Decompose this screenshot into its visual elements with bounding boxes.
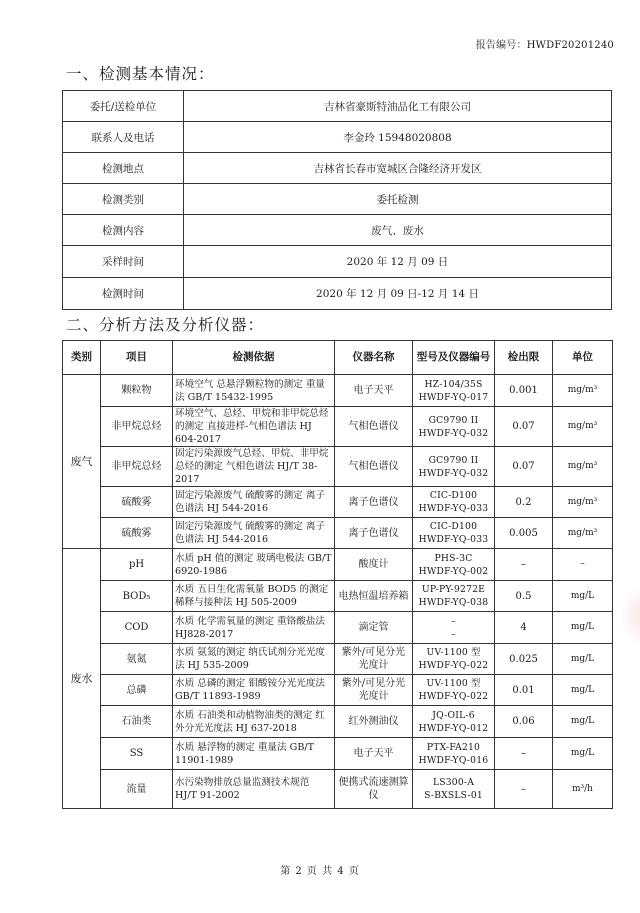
report-number-value: HWDF20201240 xyxy=(526,40,614,51)
model-cell xyxy=(413,706,495,738)
item-cell: 氨氮 xyxy=(101,644,173,675)
item-cell: 总磷 xyxy=(101,675,173,706)
unit-cell: mg/L xyxy=(553,581,613,612)
report-number xyxy=(476,36,614,51)
basis-cell: 固定污染源废气 硫酸雾的测定 离子色谱法 HJ 544-2016 xyxy=(173,518,335,549)
model-name: CIC-D100 xyxy=(429,521,478,532)
basis-cell: 水质 五日生化需氧量 BOD5 的测定 稀释与接种法 HJ 505-2009 xyxy=(173,581,335,612)
unit-cell: mg/m³ xyxy=(553,447,613,487)
instrument-id: HWDF-YQ-038 xyxy=(418,597,489,608)
col-header-limit: 检出限 xyxy=(495,341,553,375)
instrument-id: HWDF-YQ-016 xyxy=(418,754,489,766)
basis-cell: 环境空气、总烃、甲烷和非甲烷总烃的测定 直接进样-气相色谱法 HJ 604-2017 xyxy=(173,407,335,447)
basis-cell: 水质 氨氮的测定 纳氏试剂分光光度法 HJ 535-2009 xyxy=(173,644,335,675)
limit-cell: 0.001 xyxy=(495,375,553,407)
table-row xyxy=(63,246,612,278)
methods-table xyxy=(62,340,613,809)
instrument-id: HWDF-YQ-022 xyxy=(418,691,489,702)
instrument-id: – xyxy=(451,628,456,640)
item-cell: 非甲烷总烃 xyxy=(101,407,173,447)
instrument-cell: 气相色谱仪 xyxy=(335,447,413,487)
instrument-cell: 气相色谱仪 xyxy=(335,407,413,447)
instrument-cell: 红外测油仪 xyxy=(335,706,413,738)
model-name: LS300-A xyxy=(432,777,475,788)
unit-cell: m³/h xyxy=(553,770,613,809)
table-row xyxy=(63,770,613,809)
unit-cell: mg/m³ xyxy=(553,518,613,549)
info-value: 委托检测 xyxy=(184,184,612,215)
instrument-cell: 紫外/可见分光光度计 xyxy=(335,675,413,706)
limit-cell: – xyxy=(495,738,553,770)
col-header-item: 项目 xyxy=(101,341,173,375)
unit-cell: mg/L xyxy=(553,612,613,644)
table-row xyxy=(63,487,613,518)
info-value: 2020 年 12 月 09 日 xyxy=(184,246,612,278)
col-header-model: 型号及仪器编号 xyxy=(413,341,495,375)
instrument-id: HWDF-YQ-012 xyxy=(418,722,489,734)
instrument-cell: 酸度计 xyxy=(335,549,413,581)
category-gas: 废气 xyxy=(63,375,101,549)
basic-info-table xyxy=(62,90,612,310)
table-row xyxy=(63,549,613,581)
instrument-id: HWDF-YQ-022 xyxy=(418,660,489,671)
model-name: HZ-104/35S xyxy=(424,378,483,390)
basis-cell: 水质 pH 值的测定 玻璃电极法 GB/T 6920-1986 xyxy=(173,549,335,581)
info-value: 吉林省长春市宽城区合隆经济开发区 xyxy=(184,153,612,184)
basis-cell: 固定污染源废气 硫酸雾的测定 离子色谱法 HJ 544-2016 xyxy=(173,487,335,518)
model-cell xyxy=(413,644,495,675)
item-cell: BOD₅ xyxy=(101,581,173,612)
model-cell xyxy=(413,738,495,770)
item-cell: 硫酸雾 xyxy=(101,518,173,549)
instrument-id: HWDF-YQ-033 xyxy=(418,503,489,514)
limit-cell: 0.01 xyxy=(495,675,553,706)
model-name: PTX-FA210 xyxy=(426,741,481,753)
info-key: 检测类别 xyxy=(63,184,184,215)
col-header-category: 类别 xyxy=(63,341,101,375)
model-cell xyxy=(413,549,495,581)
instrument-cell: 滴定管 xyxy=(335,612,413,644)
instrument-id: HWDF-YQ-032 xyxy=(418,427,489,439)
table-row xyxy=(63,612,613,644)
table-row xyxy=(63,581,613,612)
page-number: 第 2 页 共 4 页 xyxy=(280,866,360,877)
limit-cell: 0.025 xyxy=(495,644,553,675)
model-name: – xyxy=(451,615,456,627)
table-row xyxy=(63,447,613,487)
limit-cell: 0.06 xyxy=(495,706,553,738)
info-key: 检测时间 xyxy=(63,278,184,310)
info-key: 检测内容 xyxy=(63,215,184,246)
model-name: PHS-3C xyxy=(434,552,473,564)
table-row xyxy=(63,738,613,770)
model-cell xyxy=(413,770,495,809)
unit-cell: mg/L xyxy=(553,675,613,706)
instrument-id: S-BXSLS-01 xyxy=(424,790,483,801)
item-cell: SS xyxy=(101,738,173,770)
unit-cell: mg/L xyxy=(553,706,613,738)
basis-cell: 水质 总磷的测定 钼酸铵分光光度法 GB/T 11893-1989 xyxy=(173,675,335,706)
section-title-basic-info: 一、检测基本情况： xyxy=(66,65,215,83)
item-cell: 流量 xyxy=(101,770,173,809)
basis-cell: 水污染物排放总量监测技术规范 HJ/T 91-2002 xyxy=(173,770,335,809)
table-row xyxy=(63,215,612,246)
item-cell: pH xyxy=(101,549,173,581)
unit-cell: mg/L xyxy=(553,738,613,770)
unit-cell: mg/m³ xyxy=(553,375,613,407)
table-row xyxy=(63,706,613,738)
limit-cell: – xyxy=(495,549,553,581)
instrument-cell: 电子天平 xyxy=(335,738,413,770)
model-name: CIC-D100 xyxy=(429,490,478,501)
table-row xyxy=(63,184,612,215)
model-cell xyxy=(413,375,495,407)
basis-cell: 固定污染源废气总烃、甲烷、非甲烷总烃的测定 气相色谱法 HJ/T 38-2017 xyxy=(173,447,335,487)
item-cell: COD xyxy=(101,612,173,644)
table-row xyxy=(63,278,612,310)
instrument-cell: 电热恒温培养箱 xyxy=(335,581,413,612)
seal-edge xyxy=(620,585,640,645)
info-key: 采样时间 xyxy=(63,246,184,278)
instrument-id: HWDF-YQ-032 xyxy=(418,467,489,479)
info-value: 李金玲 15948020808 xyxy=(184,122,612,153)
info-value: 废气、废水 xyxy=(184,215,612,246)
limit-cell: 0.005 xyxy=(495,518,553,549)
limit-cell: 0.07 xyxy=(495,407,553,447)
basis-cell: 环境空气 总悬浮颗粒物的测定 重量法 GB/T 15432-1995 xyxy=(173,375,335,407)
unit-cell: mg/m³ xyxy=(553,487,613,518)
table-row xyxy=(63,122,612,153)
table-row xyxy=(63,91,612,122)
table-row xyxy=(63,675,613,706)
model-name: GC9790 II xyxy=(428,454,479,466)
model-name: JQ-OIL-6 xyxy=(432,709,475,721)
limit-cell: – xyxy=(495,770,553,809)
model-name: UP-PY-9272E xyxy=(421,584,486,595)
info-value: 2020 年 12 月 09 日-12 月 14 日 xyxy=(184,278,612,310)
unit-cell: mg/L xyxy=(553,644,613,675)
col-header-basis: 检测依据 xyxy=(173,341,335,375)
model-cell xyxy=(413,407,495,447)
table-header-row xyxy=(63,341,613,375)
model-cell xyxy=(413,447,495,487)
model-name: GC9790 II xyxy=(428,414,479,426)
model-cell xyxy=(413,675,495,706)
instrument-cell: 紫外/可见分光光度计 xyxy=(335,644,413,675)
model-cell xyxy=(413,518,495,549)
limit-cell: 4 xyxy=(495,612,553,644)
limit-cell: 0.07 xyxy=(495,447,553,487)
model-cell xyxy=(413,612,495,644)
instrument-cell: 电子天平 xyxy=(335,375,413,407)
table-row xyxy=(63,375,613,407)
limit-cell: 0.2 xyxy=(495,487,553,518)
item-cell: 非甲烷总烃 xyxy=(101,447,173,487)
section-title-methods: 二、分析方法及分析仪器： xyxy=(66,316,265,334)
model-name: UV-1100 型 xyxy=(426,678,481,689)
instrument-cell: 离子色谱仪 xyxy=(335,487,413,518)
basis-cell: 水质 化学需氧量的测定 重铬酸盐法 HJ828-2017 xyxy=(173,612,335,644)
info-key: 检测地点 xyxy=(63,153,184,184)
unit-cell: – xyxy=(553,549,613,581)
report-number-label: 报告编号： xyxy=(475,40,527,51)
instrument-cell: 便携式流速测算仪 xyxy=(335,770,413,809)
col-header-unit: 单位 xyxy=(553,341,613,375)
instrument-id: HWDF-YQ-033 xyxy=(418,534,489,545)
col-header-instrument: 仪器名称 xyxy=(335,341,413,375)
table-row xyxy=(63,644,613,675)
info-value: 吉林省豪斯特油品化工有限公司 xyxy=(184,91,612,122)
table-row xyxy=(63,518,613,549)
category-water: 废水 xyxy=(63,549,101,809)
basis-cell: 水质 石油类和动植物油类的测定 红外分光光度法 HJ 637-2018 xyxy=(173,706,335,738)
limit-cell: 0.5 xyxy=(495,581,553,612)
table-row xyxy=(63,153,612,184)
info-key: 联系人及电话 xyxy=(63,122,184,153)
item-cell: 石油类 xyxy=(101,706,173,738)
item-cell: 硫酸雾 xyxy=(101,487,173,518)
model-cell xyxy=(413,487,495,518)
basis-cell: 水质 悬浮物的测定 重量法 GB/T 11901-1989 xyxy=(173,738,335,770)
item-cell: 颗粒物 xyxy=(101,375,173,407)
table-row xyxy=(63,407,613,447)
instrument-cell: 离子色谱仪 xyxy=(335,518,413,549)
model-name: UV-1100 型 xyxy=(426,647,481,658)
instrument-id: HWDF-YQ-017 xyxy=(418,391,489,403)
info-key: 委托/送检单位 xyxy=(63,91,184,122)
unit-cell: mg/m³ xyxy=(553,407,613,447)
instrument-id: HWDF-YQ-002 xyxy=(418,565,489,577)
model-cell xyxy=(413,581,495,612)
